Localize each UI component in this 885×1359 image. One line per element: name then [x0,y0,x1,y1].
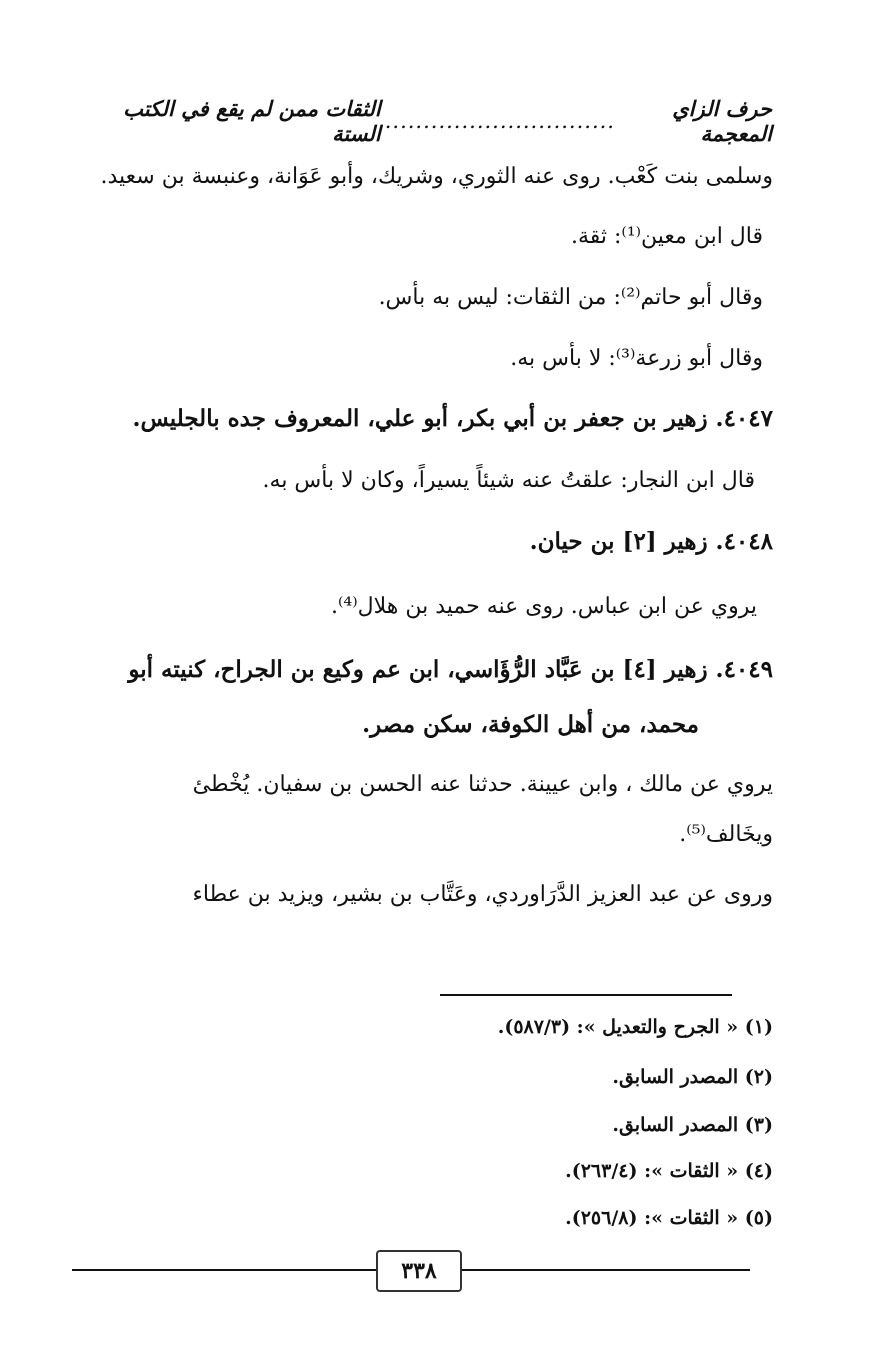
text-line-yukhalif: ويخَالف⁽⁵⁾. [679,822,773,847]
header-section-title: حرف الزاي المعجمة [672,96,772,146]
footnote-4: (٤) « الثقات »: (٢٦٣/٤). [565,1160,773,1182]
footnote-2: (٢) المصدر السابق. [612,1066,773,1088]
entry-4049-heading-line-1: ٤٠٤٩. زهير [٤] بن عَبَّاد الرُّؤَاسي، ابن عم وكيع بن الجراح، كنيته أبو [128,656,773,683]
entry-4048-heading: ٤٠٤٨. زهير [٢] بن حيان. [529,528,773,555]
bottom-rule-left [72,1269,378,1271]
text-line-malik: يروي عن مالك ، وابن عيينة. حدثنا عنه الحسن بن سفيان. يُخْطئ [192,772,773,797]
footnote-separator [440,994,732,996]
header-dots: .............................. [384,109,615,133]
text-line-ibn-abbas: يروي عن ابن عباس. روى عنه حميد بن هلال⁽⁴⁾. [331,594,757,619]
page-number-text: ٣٣٨ [401,1258,437,1284]
footnote-3: (٣) المصدر السابق. [612,1114,773,1136]
text-line-abu-zurah: وقال أبو زرعة⁽³⁾: لا بأس به. [510,346,763,371]
page-number [376,1250,462,1292]
entry-4047-heading: ٤٠٤٧. زهير بن جعفر بن أبي بكر، أبو علي، المعروف جده بالجليس. [132,405,773,432]
text-line-ibn-najjar: قال ابن النجار: علقتُ عنه شيئاً يسيراً، وكان لا بأس به. [262,468,755,493]
header-book-title: الثقات ممن لم يقع في الكتب الستة [123,96,381,146]
text-line-1: وسلمى بنت كَعْب. روى عنه الثوري، وشريك، وأبو عَوَانة، وعنبسة بن سعيد. [100,164,773,189]
entry-4049-heading-line-2: محمد، من أهل الكوفة، سكن مصر. [362,711,699,738]
footnote-1: (١) « الجرح والتعديل »: (٥٨٧/٣). [497,1016,773,1038]
text-line-abd-al-aziz: وروى عن عبد العزيز الدَّرَاوردي، وعَتَّاب بن بشير، ويزيد بن عطاء [192,882,773,907]
bottom-rule-right [456,1269,750,1271]
footnote-5: (٥) « الثقات »: (٢٥٦/٨). [565,1207,773,1229]
running-header [112,96,772,146]
text-line-abu-hatim: وقال أبو حاتم⁽²⁾: من الثقات: ليس به بأس. [378,285,763,310]
text-line-ibn-maeen: قال ابن معين⁽¹⁾: ثقة. [570,224,763,249]
